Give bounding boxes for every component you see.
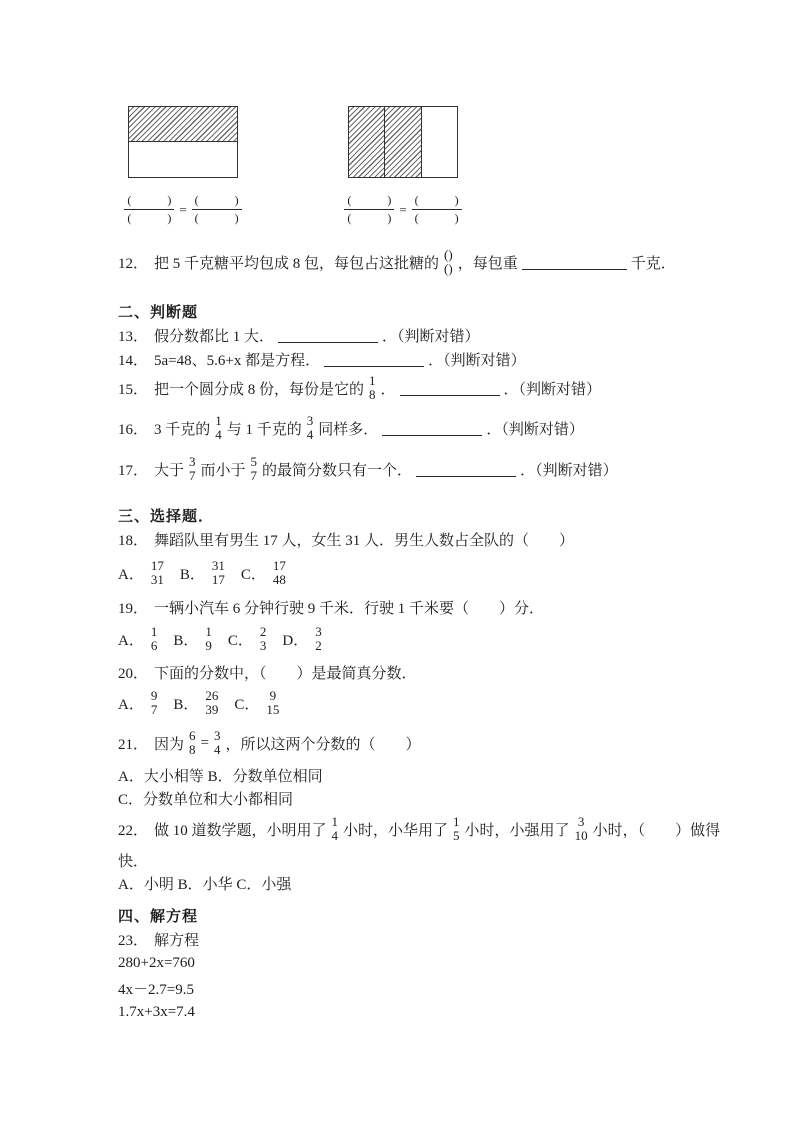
question-text: 一辆小汽车 6 分钟行驶 9 千米．行驶 1 千米要（ ）分． bbox=[154, 600, 545, 617]
fraction-denominator: 2 bbox=[315, 638, 322, 653]
fraction-numerator: 5 bbox=[250, 454, 258, 469]
question-number: 12． bbox=[118, 255, 149, 272]
question-14 bbox=[118, 348, 526, 370]
question-text: 而小于 bbox=[200, 462, 246, 479]
equation-2 bbox=[118, 977, 194, 999]
fraction-denominator: 17 bbox=[211, 572, 225, 587]
answer-blank bbox=[382, 420, 482, 436]
question-number: 22． bbox=[118, 822, 149, 839]
question-text: ．（判断对错） bbox=[486, 421, 584, 438]
question-13 bbox=[118, 324, 480, 346]
fraction-numerator: 1 bbox=[215, 413, 222, 428]
question-18-options bbox=[118, 554, 302, 592]
equation-text: 1.7x+3x=7.4 bbox=[118, 1003, 195, 1020]
fraction-numerator: 17 bbox=[150, 558, 164, 573]
equation-3 bbox=[118, 1001, 195, 1023]
fraction-numerator: 1 bbox=[205, 624, 212, 639]
fraction-denominator: 48 bbox=[272, 572, 286, 587]
question-21-stem bbox=[118, 724, 421, 762]
question-16 bbox=[118, 408, 584, 448]
option-fraction bbox=[205, 625, 212, 653]
question-text: 做 10 道数学题，小明用了 bbox=[154, 822, 327, 839]
fraction-numerator: 2 bbox=[259, 624, 267, 639]
fraction bbox=[307, 414, 314, 442]
option-label: A． bbox=[118, 696, 144, 713]
option-fraction bbox=[315, 625, 322, 653]
question-number: 18． bbox=[118, 532, 149, 549]
fraction-blank-denominator: ( ) bbox=[347, 211, 392, 225]
fraction-denominator: 4 bbox=[331, 828, 339, 843]
question-number: 23． bbox=[118, 932, 149, 949]
fraction-blank bbox=[412, 193, 462, 226]
fraction-numerator: 31 bbox=[211, 558, 225, 573]
figure-right-rectangle bbox=[348, 106, 458, 178]
option-fraction bbox=[151, 625, 158, 653]
fraction-blank-numerator: ( ) bbox=[344, 193, 394, 210]
figure-right-fraction-blanks bbox=[328, 193, 478, 226]
fraction-denominator: 7 bbox=[250, 468, 258, 483]
fraction-blank bbox=[192, 193, 242, 226]
question-text: 解方程 bbox=[154, 932, 200, 949]
equation-text: 280+2x=760 bbox=[118, 954, 195, 971]
question-text: 千克． bbox=[630, 255, 676, 272]
question-23-heading bbox=[118, 928, 199, 950]
option-fraction bbox=[266, 689, 279, 717]
fraction-numerator: 3 bbox=[306, 413, 314, 428]
question-22-options bbox=[118, 872, 291, 894]
option-label: A． bbox=[118, 566, 144, 583]
question-text: ．（判断对错） bbox=[428, 352, 526, 369]
question-text: 小时，小强用了 bbox=[464, 822, 570, 839]
fraction-blank bbox=[344, 193, 394, 226]
question-22-stem-continued bbox=[118, 849, 148, 871]
question-number: 14． bbox=[118, 352, 149, 369]
answer-blank bbox=[416, 461, 516, 477]
fraction-denominator: 6 bbox=[150, 638, 158, 653]
question-text: 把一个圆分成 8 份，每份是它的 bbox=[154, 381, 365, 398]
option-fraction bbox=[151, 559, 164, 587]
fraction bbox=[575, 815, 588, 843]
question-text: 小时，（ ）做得 bbox=[592, 822, 721, 839]
fraction-numerator: 26 bbox=[205, 688, 219, 703]
fraction-denominator: 10 bbox=[574, 828, 588, 843]
option-text: C．分数单位和大小都相同 bbox=[118, 791, 294, 808]
question-text: 假分数都比 1 大． bbox=[154, 328, 275, 345]
fraction-blank-numerator: ( ) bbox=[124, 193, 174, 210]
fraction-blank bbox=[124, 193, 174, 226]
option-label: C． bbox=[240, 566, 266, 583]
fraction-numerator: 3 bbox=[214, 728, 221, 743]
fraction-denominator: 4 bbox=[215, 427, 222, 442]
equals-sign: = bbox=[399, 201, 407, 217]
fraction bbox=[215, 414, 222, 442]
fraction-denominator: 31 bbox=[150, 572, 164, 587]
fraction-blank-denominator: ( ) bbox=[127, 211, 172, 225]
option-fraction bbox=[151, 689, 158, 717]
fraction-numerator: 17 bbox=[272, 558, 286, 573]
option-fraction bbox=[205, 689, 218, 717]
question-text: ．（判断对错） bbox=[382, 328, 480, 345]
fraction-denominator: 4 bbox=[306, 427, 314, 442]
question-22-stem bbox=[118, 810, 720, 848]
question-19-options bbox=[118, 620, 338, 658]
fraction-blank-numerator: ( ) bbox=[192, 193, 242, 210]
question-number: 16． bbox=[118, 421, 149, 438]
question-number: 20． bbox=[118, 665, 149, 682]
question-text: 把 5 千克糖平均包成 8 包，每包占这批糖的 bbox=[154, 255, 440, 272]
fraction-denominator: 8 bbox=[369, 387, 376, 402]
option-label: B． bbox=[173, 632, 199, 649]
fraction bbox=[214, 729, 221, 757]
fraction-numerator: 3 bbox=[315, 624, 322, 639]
question-number: 17． bbox=[118, 462, 149, 479]
question-text: 快． bbox=[118, 853, 149, 870]
option-label: B． bbox=[173, 696, 199, 713]
fraction-blank-numerator: ( ) bbox=[412, 193, 462, 210]
figure-left-fraction-blanks bbox=[108, 193, 258, 226]
answer-blank bbox=[324, 351, 424, 367]
question-number: 13． bbox=[118, 328, 149, 345]
question-text: ． bbox=[380, 381, 396, 398]
section-2-heading: 二、判断题 bbox=[118, 304, 199, 321]
equals-sign: = bbox=[179, 201, 187, 217]
question-number: 15． bbox=[118, 381, 149, 398]
fraction bbox=[189, 729, 196, 757]
fraction-denominator: 7 bbox=[150, 702, 158, 717]
question-text: 同样多． bbox=[318, 421, 379, 438]
fraction-numerator: 1 bbox=[150, 624, 158, 639]
option-label: D． bbox=[282, 632, 309, 649]
fraction-numerator: 1 bbox=[331, 814, 339, 829]
fraction-numerator: 3 bbox=[189, 454, 196, 469]
fraction-denominator: () bbox=[444, 261, 453, 276]
answer-blank bbox=[278, 327, 378, 343]
question-text: 因为 bbox=[154, 736, 185, 753]
question-15 bbox=[118, 370, 601, 406]
question-20-stem bbox=[118, 661, 417, 683]
fraction bbox=[189, 455, 196, 483]
fraction bbox=[251, 455, 258, 483]
fraction bbox=[332, 815, 339, 843]
question-18-stem bbox=[118, 528, 574, 550]
question-text: ．（判断对错） bbox=[503, 381, 602, 398]
question-text: 3 千克的 bbox=[154, 421, 211, 438]
fraction-numerator: 1 bbox=[369, 373, 376, 388]
fraction-numerator: 6 bbox=[189, 728, 196, 743]
question-12 bbox=[118, 242, 676, 282]
question-text: 下面的分数中，（ ）是最简真分数． bbox=[154, 665, 417, 682]
figure-right-unshaded-cell bbox=[422, 107, 457, 177]
question-text: 5a=48、5.6+x 都是方程． bbox=[154, 352, 321, 369]
option-label: C． bbox=[227, 632, 253, 649]
equation-1 bbox=[118, 952, 195, 974]
fraction bbox=[369, 374, 376, 402]
option-fraction bbox=[273, 559, 286, 587]
fraction-figures bbox=[128, 106, 458, 226]
figure-right bbox=[348, 106, 458, 226]
question-text: 与 1 千克的 bbox=[226, 421, 302, 438]
option-fraction bbox=[260, 625, 267, 653]
fraction-denominator: 8 bbox=[189, 742, 196, 757]
option-label: C． bbox=[234, 696, 260, 713]
figure-right-shaded-cell bbox=[349, 107, 385, 177]
fraction-denominator: 5 bbox=[453, 828, 460, 843]
fraction-blank-denominator: ( ) bbox=[414, 211, 459, 225]
question-text: ，每包重 bbox=[457, 255, 518, 272]
question-text: 小时，小华用了 bbox=[343, 822, 449, 839]
fraction-denominator: 39 bbox=[205, 702, 219, 717]
question-text: 舞蹈队里有男生 17 人，女生 31 人．男生人数占全队的（ ） bbox=[154, 532, 575, 549]
question-21-options-line-2 bbox=[118, 787, 293, 809]
option-label: A． bbox=[118, 632, 144, 649]
option-fraction bbox=[212, 559, 225, 587]
figure-left-unshaded-half bbox=[129, 142, 237, 176]
question-number: 19． bbox=[118, 600, 149, 617]
answer-blank bbox=[522, 254, 627, 270]
fraction bbox=[453, 815, 460, 843]
question-21-options-line-1 bbox=[118, 764, 323, 786]
fraction-blank-denominator: ( ) bbox=[194, 211, 239, 225]
question-17 bbox=[118, 450, 618, 488]
section-4-heading: 四、解方程 bbox=[118, 908, 199, 925]
fraction-blank-inline bbox=[444, 248, 453, 276]
figure-left-shaded-half bbox=[129, 107, 237, 142]
fraction-denominator: 15 bbox=[266, 702, 280, 717]
fraction-denominator: 4 bbox=[214, 742, 221, 757]
figure-left bbox=[128, 106, 238, 226]
question-19-stem bbox=[118, 596, 544, 618]
equation-text: 4x－2.7=9.5 bbox=[118, 981, 194, 998]
fraction-denominator: 3 bbox=[259, 638, 267, 653]
equals-sign: = bbox=[200, 734, 209, 751]
fraction-numerator: 9 bbox=[150, 688, 158, 703]
answer-blank bbox=[400, 380, 500, 396]
fraction-numerator: 3 bbox=[577, 814, 585, 829]
question-number: 21． bbox=[118, 736, 149, 753]
question-20-options bbox=[118, 684, 295, 722]
option-text: A．大小相等 B．分数单位相同 bbox=[118, 768, 323, 785]
figure-left-rectangle bbox=[128, 106, 238, 178]
fraction-denominator: 9 bbox=[205, 638, 212, 653]
question-text: 大于 bbox=[154, 462, 185, 479]
fraction-numerator: () bbox=[444, 247, 453, 262]
question-text: 的最简分数只有一个． bbox=[262, 462, 413, 479]
figure-right-shaded-cell bbox=[385, 107, 422, 177]
option-text: A．小明 B．小华 C．小强 bbox=[118, 876, 292, 893]
fraction-numerator: 9 bbox=[269, 688, 277, 703]
question-text: ，所以这两个分数的（ ） bbox=[225, 736, 421, 753]
option-label: B． bbox=[179, 566, 205, 583]
fraction-denominator: 7 bbox=[189, 468, 196, 483]
fraction-numerator: 1 bbox=[453, 814, 460, 829]
section-3-heading: 三、选择题． bbox=[118, 508, 215, 525]
question-text: ．（判断对错） bbox=[520, 462, 618, 479]
